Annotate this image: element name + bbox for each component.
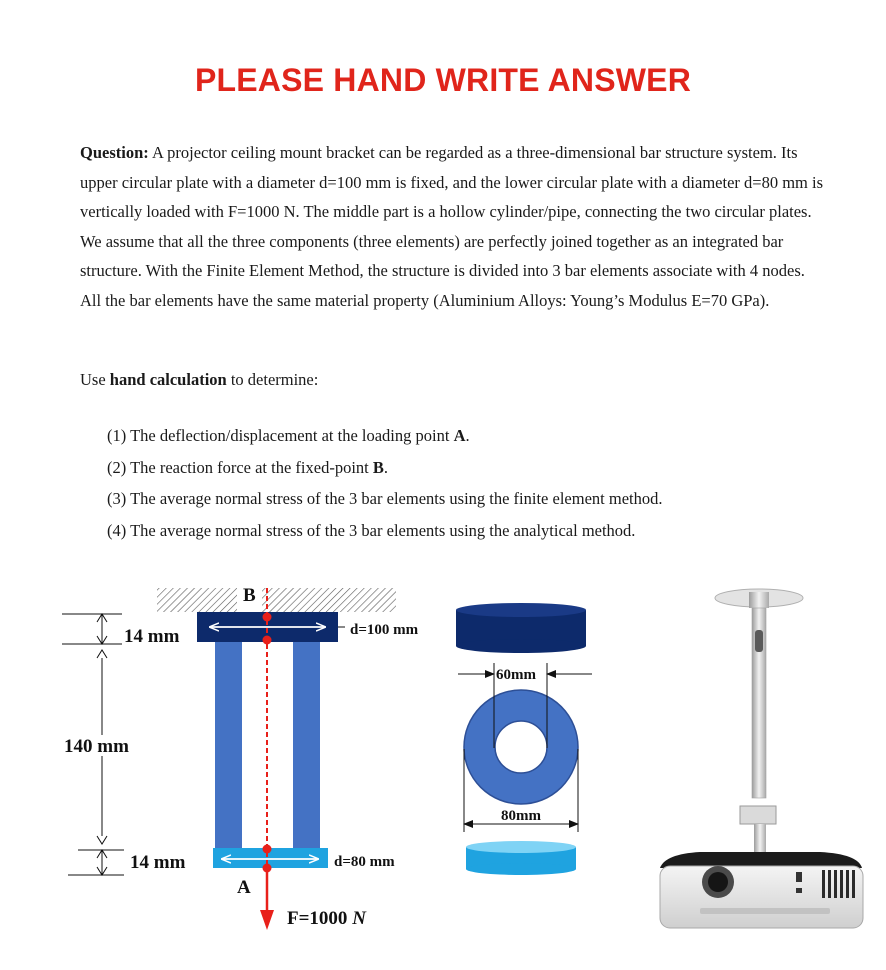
projector-mount-illustration [660, 589, 863, 928]
task-item: (4) The average normal stress of the 3 bar elements using the analytical method. [107, 520, 636, 540]
inner-diameter-label: 60mm [496, 667, 536, 683]
middle-length-label: 140 mm [64, 736, 129, 757]
label-a: A [237, 877, 251, 898]
task-item: (3) The average normal stress of the 3 bar elements using the finite element method. [107, 489, 663, 508]
top-thickness-label: 14 mm [124, 626, 180, 647]
question-lead: Question: [80, 143, 149, 162]
instruction-suffix: to determine: [226, 370, 319, 389]
task-item: (2) The reaction force at the fixed-point B. [107, 457, 389, 477]
outer-diameter-label: 80mm [501, 808, 541, 824]
bracket-figure [0, 570, 886, 970]
instruction-prefix: Use [80, 370, 110, 389]
fixed-support-hatch [157, 588, 396, 612]
task-list [107, 424, 662, 550]
top-diameter-label: d=100 mm [350, 622, 419, 638]
instruction-line [80, 370, 318, 390]
page-banner: PLEASE HAND WRITE ANSWER [194, 62, 692, 98]
bottom-diameter-label: d=80 mm [334, 854, 395, 870]
label-b: B [243, 585, 256, 606]
bottom-plate-3d [466, 841, 576, 875]
bottom-thickness-label: 14 mm [130, 852, 186, 873]
pipe-wall-right [293, 642, 320, 848]
pipe-cross-section [458, 663, 592, 832]
task-item: (1) The deflection/displacement at the loading point A. [107, 426, 470, 445]
question-body: A projector ceiling mount bracket can be regarded as a three-dimensional bar structure system. Its upper circular plate with a diameter d=100 mm is fixed, and the lower circular plate with a diameter d=80 mm is vertically loaded with F=1000 N. The middle part is a hollow cylinder/pipe, connecting the two circular plates. We assume that all the three components (three elements) are perfectly joined together as an integrated bar structure. With the Finite Element Method, the structure is divided into 3 bar elements associate with 4 nodes. All the bar elements have the same material property (Aluminium Alloys: Young’s Modulus E=70 GPa). [80, 143, 823, 310]
top-plate-3d [456, 603, 586, 653]
force-label: F=1000 N [287, 908, 366, 929]
instruction-emphasis: hand calculation [109, 370, 227, 389]
pipe-wall-left [215, 642, 242, 848]
question-paragraph [80, 138, 825, 315]
